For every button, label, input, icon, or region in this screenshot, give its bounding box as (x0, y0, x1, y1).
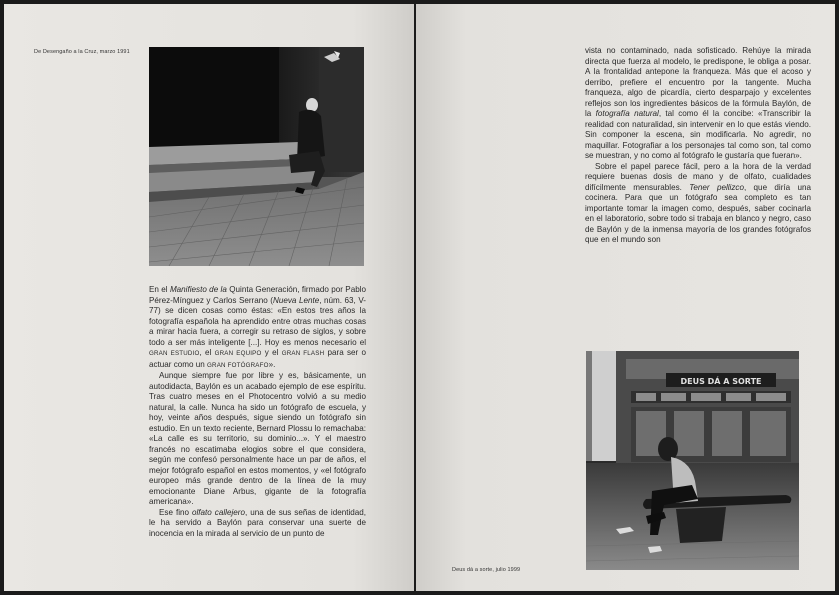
photo-bench-image (586, 351, 799, 570)
shop-sign-text: DEUS DÁ A SORTE (680, 377, 762, 386)
photo-caption-left: De Desengaño a la Cruz, marzo 1991 (34, 49, 130, 55)
paragraph-vista: vista no contaminado, nada sofisticado. Rehúye la mirada directa que fuerza al modelo, le predispone, le obliga a posar. A la frontalidad antepone la franqueza. Más que el acoso y derribo, prefiere el encuentro por la tangente. Mucha franqueza, algo de picardía, cierto desparpajo y excelentes reflejos son los ingredientes básicos de la fórmula Baylón, de la fotografía natural, tal como él la concibe: «Transcribir la realidad con naturalidad, sin intervenir en lo que estás viendo. Sin componer la escena, sin modificarla. No agredir, no maquillar. Fotografiar a los personajes tal como son, tal como se muestran, y no como al fotógrafo le gustaría que fueran». (585, 46, 811, 160)
right-page (416, 4, 835, 591)
photo-doorway (149, 47, 364, 266)
paragraph-olfato: Ese fino olfato callejero, una de sus señas de identidad, le ha servido a Baylón para conservar una suerte de inocencia en la mirada al servicio de un punto de (149, 507, 366, 538)
photo-caption-right: Deus dá a sorte, julio 1999 (452, 567, 521, 573)
paragraph-autodidacta: Aunque siempre fue por libre y es, básicamente, un autodidacta, Baylón es un acabado ejemplo de ese espíritu. Tras cuatro meses en el Photocentro volvió a su medio natural, la calle. Nunca ha sido un fotógrafo de escuela, y hoy, veinte años después, sigue siendo un fotógrafo sin estudio. En un texto reciente, Bernard Plossu lo remachaba: «La calle es su territorio, su dominio...». Y el maestro francés no escatimaba elogios sobre el que considera, según me confesó personalmente hace un par de años, el mejor fotógrafo español en estos momentos, y «el fotógrafo europeo más grande dentro de la línea de la muy emocionante Diane Arbus, gigante de la fotografía americana». (149, 371, 366, 506)
right-body-text (585, 46, 811, 246)
left-body-text (149, 285, 366, 539)
paragraph-papel: Sobre el papel parece fácil, pero a la hora de la verdad requiere buenas dosis de mano y de olfato, cualidades difícilmente mensurables. Tener pellizco, que diría una cocinera. Para que un fotógrafo sea completo es tan importante tomar la imagen como, después, saber cocinarla en el laboratorio, sobre todo si trabaja en blanco y negro, caso de Baylón y de la inmensa mayoría de los grandes fotógrafos que en el mundo son (585, 161, 811, 244)
book-spread (4, 4, 835, 591)
photo-bench (586, 351, 799, 570)
left-page (4, 4, 414, 591)
photo-doorway-image (149, 47, 364, 266)
paragraph-manifiesto: En el Manifiesto de la Quinta Generación, firmado por Pablo Pérez-Mínguez y Carlos Serrano (Nueva Lente, núm. 63, V-77) se dicen cosas como éstas: «En estos tres años la fotografía española ha aprendido entre otras muchas cosas a mirar hacia fuera, a corregir su retraso de siglos, y sobre todo a ser más inteligente [...]. Hoy es menos necesario el GRAN ESTUDIO, el GRAN EQUIPO y el GRAN FLASH para ser o actuar como un GRAN FOTÓGRAFO». (149, 285, 367, 369)
